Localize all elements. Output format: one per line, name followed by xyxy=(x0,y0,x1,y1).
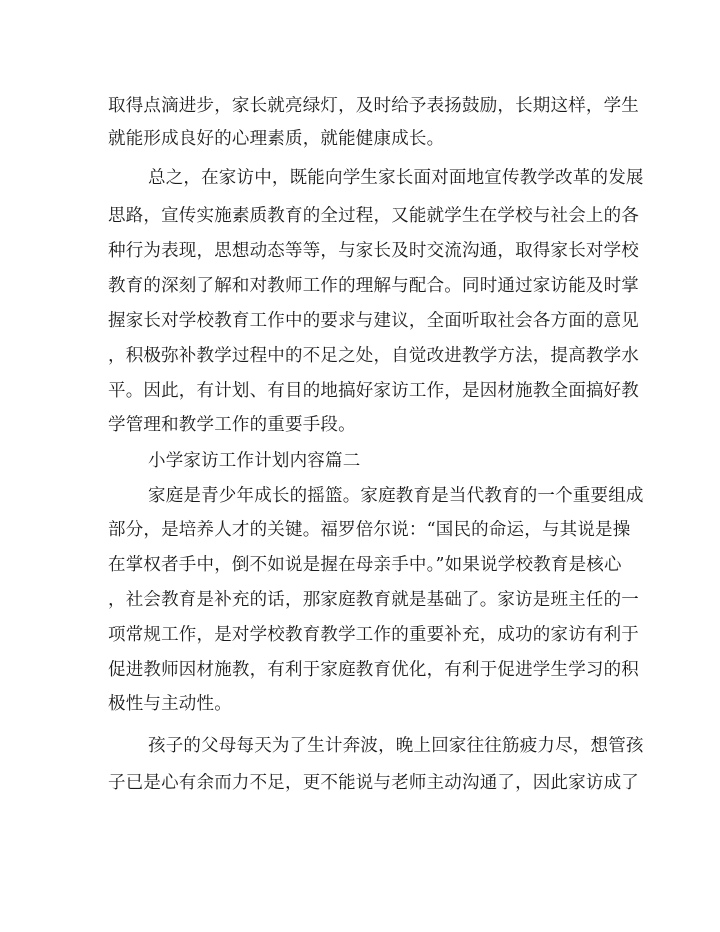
paragraph-line: 教育的深刻了解和对教师工作的理解与配合。同时通过家访能及时掌 xyxy=(108,276,639,296)
paragraph-line: 就能形成良好的心理素质，就能健康成长。 xyxy=(108,129,445,149)
section-heading: 小学家访工作计划内容篇二 xyxy=(148,451,361,471)
paragraph-line: ，社会教育是补充的话，那家庭教育就是基础了。家访是班主任的一 xyxy=(108,590,639,610)
paragraph-line: 孩子的父母每天为了生计奔波，晚上回家往往筋疲力尽，想管孩 xyxy=(148,736,644,756)
paragraph-line: 种行为表现，思想动态等等，与家长及时交流沟通，取得家长对学校 xyxy=(108,241,639,261)
paragraph-line: 子已是心有余而力不足，更不能说与老师主动沟通了，因此家访成了 xyxy=(108,773,639,793)
paragraph-line: 部分，是培养人才的关键。福罗倍尔说：“国民的命运，与其说是操 xyxy=(108,520,631,540)
paragraph-line: 思路，宣传实施素质教育的全过程，又能就学生在学校与社会上的各 xyxy=(108,206,639,226)
paragraph-line: 在掌权者手中，倒不如说是握在母亲手中。”如果说学校教育是核心 xyxy=(108,555,622,575)
paragraph-line: 学管理和教学工作的重要手段。 xyxy=(108,415,356,435)
paragraph-line: 促进教师因材施教，有利于家庭教育优化，有利于促进学生学习的积 xyxy=(108,660,639,680)
paragraph-line: ，积极弥补教学过程中的不足之处，自觉改进教学方法，提高教学水 xyxy=(108,346,639,366)
paragraph-line: 总之，在家访中，既能向学生家长面对面地宣传教学改革的发展 xyxy=(148,168,644,188)
paragraph-line: 取得点滴进步，家长就亮绿灯，及时给予表扬鼓励，长期这样，学生 xyxy=(108,96,639,116)
paragraph-line: 极性与主动性。 xyxy=(108,694,232,714)
paragraph-line: 平。因此，有计划、有目的地搞好家访工作，是因材施教全面搞好教 xyxy=(108,381,639,401)
paragraph-line: 家庭是青少年成长的摇篮。家庭教育是当代教育的一个重要组成 xyxy=(148,486,644,506)
paragraph-line: 项常规工作，是对学校教育教学工作的重要补充，成功的家访有利于 xyxy=(108,625,639,645)
paragraph-line: 握家长对学校教育工作中的要求与建议，全面听取社会各方面的意见 xyxy=(108,311,639,331)
